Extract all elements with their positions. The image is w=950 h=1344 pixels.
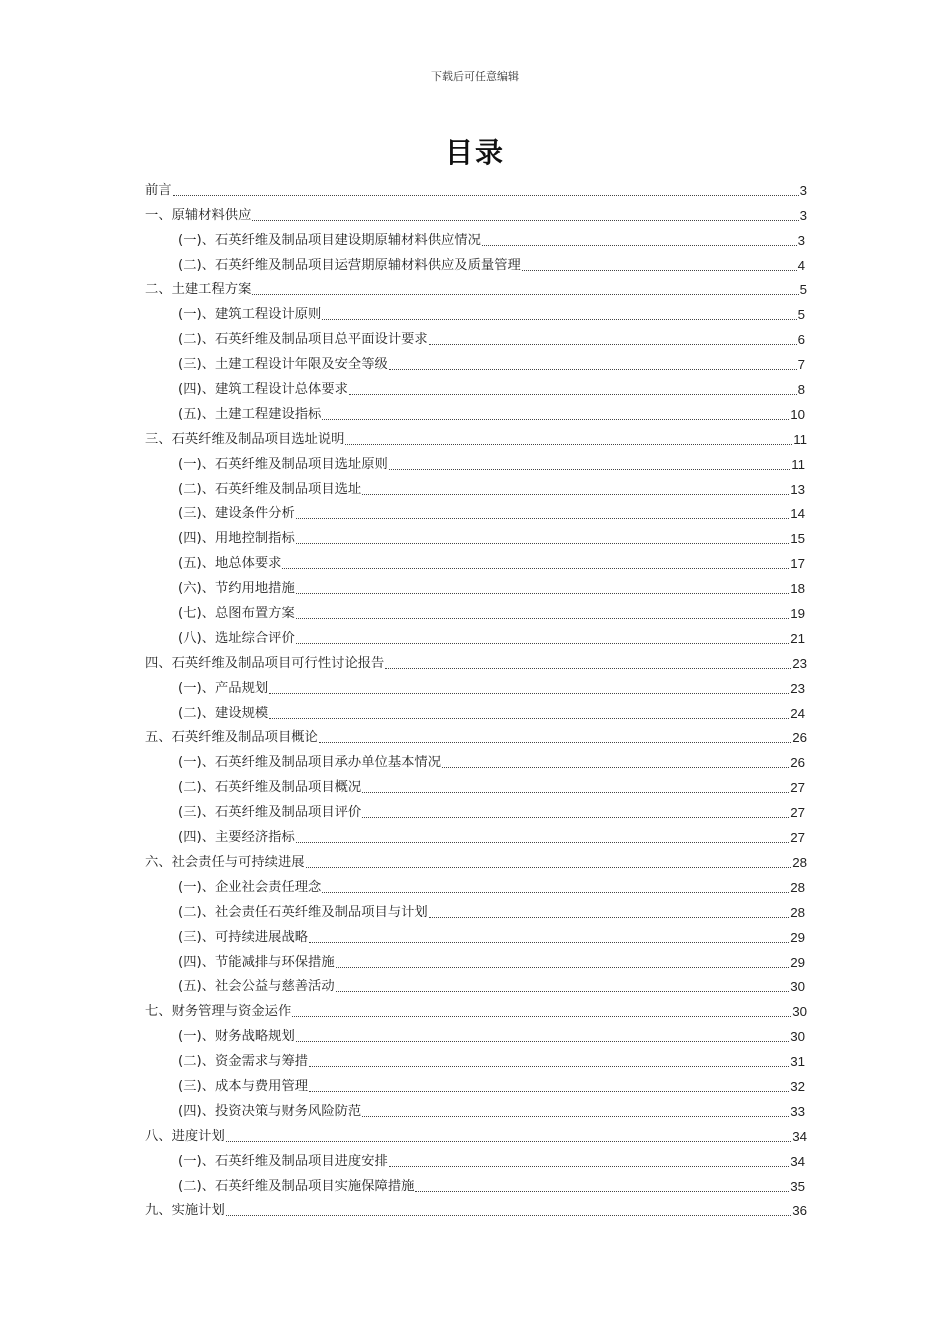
toc-entry[interactable] [145,1071,805,1096]
toc-entry[interactable] [145,772,805,797]
toc-entry-page: 21 [790,630,805,646]
toc-leader-dots [322,419,789,420]
toc-entry-page: 26 [792,730,807,746]
toc-entry-page: 27 [790,780,805,796]
toc-entry-page: 11 [791,456,805,472]
toc-entry-label: (一)、石英纤维及制品项目建设期原辅材料供应情况 [178,232,481,248]
toc-leader-dots [252,220,798,221]
toc-entry-label: (三)、建设条件分析 [178,506,295,522]
page-header-note: 下载后可任意编辑 [431,70,519,83]
toc-leader-dots [306,867,792,868]
toc-entry-label: 八、进度计划 [145,1128,225,1144]
toc-leader-dots [226,1141,791,1142]
toc-entry-label: (四)、建筑工程设计总体要求 [178,382,348,398]
toc-entry-page: 28 [790,879,805,895]
toc-entry-page: 27 [790,805,805,821]
toc-leader-dots [322,892,789,893]
toc-entry[interactable] [145,225,805,250]
toc-entry[interactable] [145,972,805,997]
toc-leader-dots [296,842,789,843]
toc-entry[interactable] [145,250,805,275]
toc-entry[interactable] [145,648,807,673]
toc-entry-label: (二)、石英纤维及制品项目概况 [178,780,362,796]
toc-leader-dots [252,294,798,295]
toc-leader-dots [269,693,789,694]
toc-entry-page: 30 [790,979,805,995]
toc-entry[interactable] [145,523,805,548]
toc-entry[interactable] [145,299,805,324]
toc-entry-label: (二)、石英纤维及制品项目实施保障措施 [178,1178,415,1194]
toc-entry-page: 17 [790,556,805,572]
toc-entry[interactable] [145,723,807,748]
toc-entry[interactable] [145,847,807,872]
toc-entry[interactable] [145,548,805,573]
toc-entry[interactable] [145,175,807,200]
toc-entry-page: 26 [790,755,805,771]
toc-entry-label: 四、石英纤维及制品项目可行性讨论报告 [145,655,385,671]
toc-entry[interactable] [145,922,805,947]
toc-leader-dots [296,618,789,619]
toc-entry-label: (一)、石英纤维及制品项目选址原则 [178,456,388,472]
toc-leader-dots [389,1166,789,1167]
toc-leader-dots [362,1116,789,1117]
toc-entry[interactable] [145,947,805,972]
toc-leader-dots [309,942,789,943]
toc-entry[interactable] [145,1146,805,1171]
toc-leader-dots [296,518,789,519]
toc-entry[interactable] [145,897,805,922]
toc-leader-dots [362,817,789,818]
toc-entry-page: 28 [792,854,807,870]
toc-leader-dots [296,543,789,544]
toc-entry-label: (四)、投资决策与财务风险防范 [178,1103,362,1119]
toc-leader-dots [296,593,789,594]
toc-entry-label: 三、石英纤维及制品项目选址说明 [145,431,345,447]
toc-entry[interactable] [145,673,805,698]
toc-entry-label: (三)、成本与费用管理 [178,1078,309,1094]
toc-entry-page: 34 [790,1153,805,1169]
toc-entry-page: 33 [790,1103,805,1119]
toc-leader-dots [292,1016,791,1017]
toc-entry-page: 3 [799,182,807,198]
toc-leader-dots [415,1191,789,1192]
toc-entry[interactable] [145,374,805,399]
toc-entry-label: (三)、土建工程设计年限及安全等级 [178,357,388,373]
toc-entry-page: 28 [790,904,805,920]
toc-entry-page: 32 [790,1078,805,1094]
toc-entry-label: (六)、节约用地措施 [178,581,295,597]
toc-leader-dots [296,1041,789,1042]
toc-entry-label: (一)、建筑工程设计原则 [178,307,322,323]
toc-entry[interactable] [145,1121,807,1146]
toc-leader-dots [429,917,789,918]
toc-entry-label: (一)、财务战略规划 [178,1029,295,1045]
toc-entry-label: (五)、社会公益与慈善活动 [178,979,335,995]
toc-leader-dots [389,369,797,370]
toc-entry-page: 5 [797,307,805,323]
toc-entry[interactable] [145,1046,805,1071]
toc-entry[interactable] [145,1171,805,1196]
toc-entry-label: (二)、社会责任石英纤维及制品项目与计划 [178,904,428,920]
toc-entry-page: 31 [790,1054,805,1070]
toc-leader-dots [389,469,790,470]
toc-leader-dots [296,643,789,644]
toc-entry[interactable] [145,996,807,1021]
toc-entry[interactable] [145,1021,805,1046]
toc-leader-dots [442,767,789,768]
toc-entry-label: 六、社会责任与可持续进展 [145,854,305,870]
toc-leader-dots [362,792,789,793]
toc-leader-dots [309,1091,789,1092]
toc-entry-page: 19 [790,606,805,622]
toc-entry-label: (一)、石英纤维及制品项目承办单位基本情况 [178,755,442,771]
toc-leader-dots [349,394,797,395]
toc-entry-page: 7 [797,357,805,373]
toc-entry-label: (五)、土建工程建设指标 [178,406,322,422]
toc-entry-page: 3 [797,232,805,248]
toc-entry-label: (四)、节能减排与环保措施 [178,954,335,970]
toc-entry-page: 15 [790,531,805,547]
toc-leader-dots [482,245,797,246]
toc-entry-page: 30 [790,1029,805,1045]
toc-entry-page: 23 [790,680,805,696]
toc-leader-dots [336,991,790,992]
toc-entry[interactable] [145,474,805,499]
toc-entry[interactable] [145,598,805,623]
toc-leader-dots [319,742,791,743]
toc-entry-label: (二)、石英纤维及制品项目总平面设计要求 [178,332,428,348]
toc-entry-label: (一)、石英纤维及制品项目进度安排 [178,1153,388,1169]
toc-entry[interactable] [145,1096,805,1121]
toc-leader-dots [269,718,789,719]
toc-entry[interactable] [145,573,805,598]
toc-entry[interactable] [145,424,807,449]
toc-entry-label: (二)、石英纤维及制品项目运营期原辅材料供应及质量管理 [178,257,521,273]
toc-entry-page: 6 [797,332,805,348]
toc-entry-label: (一)、产品规划 [178,680,269,696]
toc-entry-label: (一)、企业社会责任理念 [178,879,322,895]
table-of-contents [145,175,807,1220]
toc-entry-page: 30 [792,1004,807,1020]
toc-entry[interactable] [145,698,805,723]
toc-entry-label: (八)、选址综合评价 [178,630,295,646]
toc-entry-label: 五、石英纤维及制品项目概论 [145,730,318,746]
toc-entry-label: (二)、石英纤维及制品项目选址 [178,481,362,497]
toc-entry-page: 29 [790,929,805,945]
toc-entry-page: 29 [790,954,805,970]
toc-entry[interactable] [145,872,805,897]
toc-entry[interactable] [145,399,805,424]
toc-entry-label: (四)、主要经济指标 [178,830,295,846]
toc-leader-dots [345,444,792,445]
toc-entry-label: (三)、石英纤维及制品项目评价 [178,805,362,821]
toc-entry[interactable] [145,797,805,822]
toc-entry-label: (三)、可持续进展战略 [178,929,309,945]
toc-leader-dots [173,195,799,196]
toc-entry-page: 3 [799,207,807,223]
toc-entry-label: 一、原辅材料供应 [145,207,252,223]
toc-leader-dots [309,1066,789,1067]
toc-entry-page: 24 [790,705,805,721]
toc-entry[interactable] [145,747,805,772]
toc-entry[interactable] [145,822,805,847]
toc-entry-label: 前言 [145,182,172,198]
toc-leader-dots [282,568,789,569]
toc-entry[interactable] [145,449,805,474]
toc-entry-page: 27 [790,830,805,846]
toc-entry-page: 4 [797,257,805,273]
toc-leader-dots [522,270,797,271]
toc-leader-dots [322,319,796,320]
toc-entry-page: 18 [790,581,805,597]
toc-entry[interactable] [145,623,805,648]
toc-leader-dots [336,967,790,968]
toc-entry-page: 5 [799,282,807,298]
toc-entry-page: 35 [790,1178,805,1194]
toc-entry-label: (七)、总图布置方案 [178,606,295,622]
toc-entry-label: (二)、建设规模 [178,705,269,721]
toc-entry-page: 8 [797,382,805,398]
toc-entry[interactable] [145,200,807,225]
toc-entry-label: 七、财务管理与资金运作 [145,1004,292,1020]
toc-leader-dots [429,344,797,345]
toc-entry-page: 11 [793,431,807,447]
toc-entry-label: 二、土建工程方案 [145,282,252,298]
toc-entry[interactable] [145,1196,807,1221]
toc-title: 目录 [444,136,505,169]
toc-entry-page: 23 [792,655,807,671]
toc-leader-dots [362,494,789,495]
toc-entry-page: 34 [792,1128,807,1144]
toc-leader-dots [385,668,791,669]
toc-entry-page: 13 [790,481,805,497]
toc-leader-dots [226,1215,791,1216]
toc-entry-label: (四)、用地控制指标 [178,531,295,547]
toc-entry-label: (五)、地总体要求 [178,556,282,572]
toc-entry[interactable] [145,275,807,300]
toc-entry-page: 36 [792,1203,807,1219]
toc-entry-page: 10 [790,406,805,422]
toc-entry[interactable] [145,324,805,349]
toc-entry-label: (二)、资金需求与筹措 [178,1054,309,1070]
toc-entry[interactable] [145,499,805,524]
toc-entry-label: 九、实施计划 [145,1203,225,1219]
toc-entry-page: 14 [790,506,805,522]
toc-entry[interactable] [145,349,805,374]
